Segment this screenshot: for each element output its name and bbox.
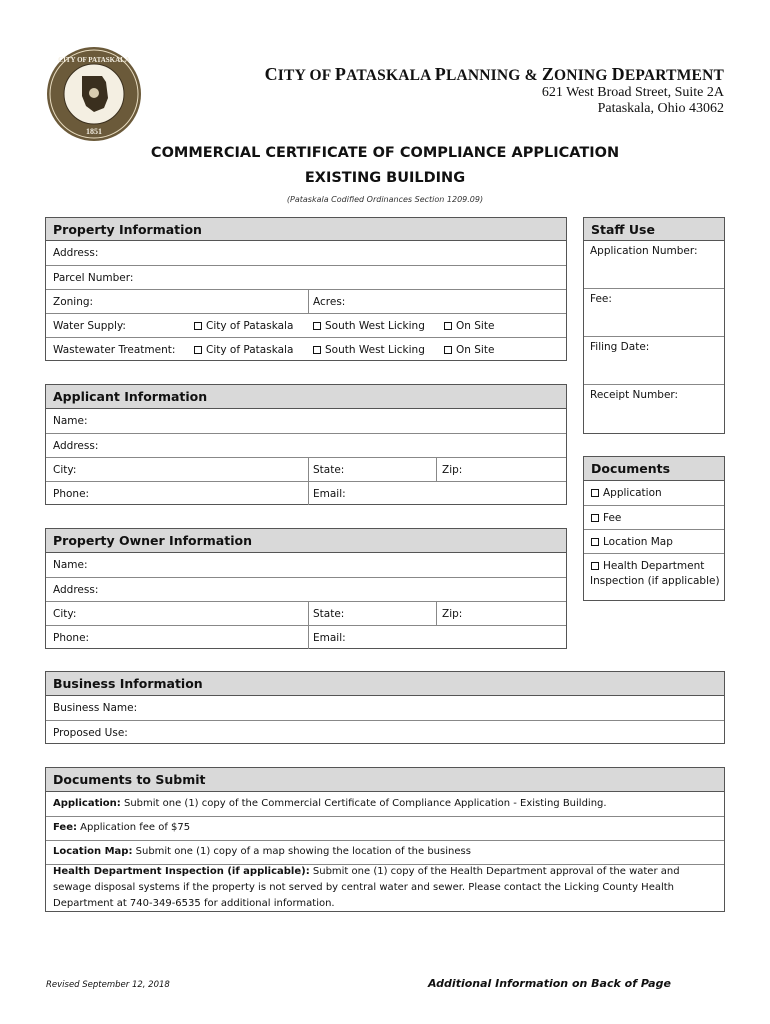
seal-year-text: 1851 bbox=[86, 127, 102, 136]
checkbox[interactable] bbox=[591, 562, 599, 570]
seal-top-text: CITY OF PATASKALA bbox=[58, 56, 130, 64]
applicant-name-label: Name: bbox=[53, 415, 88, 427]
receipt-number-field[interactable] bbox=[584, 384, 724, 434]
water-swl-option[interactable]: South West Licking bbox=[313, 320, 425, 332]
water-city-option[interactable]: City of Pataskala bbox=[194, 320, 293, 332]
fee-field[interactable] bbox=[584, 288, 724, 336]
applicant-information-section bbox=[45, 384, 567, 505]
checkbox[interactable] bbox=[194, 346, 202, 354]
property-heading: Property Information bbox=[46, 218, 566, 241]
back-page-note: Additional Information on Back of Page bbox=[428, 977, 671, 990]
applicant-state-label: State: bbox=[313, 464, 345, 476]
checkbox[interactable] bbox=[591, 538, 599, 546]
water-supply-label: Water Supply: bbox=[53, 320, 126, 332]
applicant-phone-row[interactable] bbox=[46, 481, 566, 505]
owner-heading: Property Owner Information bbox=[46, 529, 566, 553]
submit-heading: Documents to Submit bbox=[46, 768, 724, 792]
business-information-section bbox=[45, 671, 725, 744]
checkbox[interactable] bbox=[591, 489, 599, 497]
applicant-city-label: City: bbox=[53, 464, 77, 476]
proposed-use-row[interactable] bbox=[46, 720, 724, 744]
doc-application-item[interactable]: Application bbox=[584, 481, 724, 505]
applicant-email-label: Email: bbox=[313, 488, 346, 500]
property-address-label: Address: bbox=[53, 247, 99, 259]
city-seal bbox=[46, 46, 142, 142]
business-name-label: Business Name: bbox=[53, 702, 138, 714]
checkbox[interactable] bbox=[444, 346, 452, 354]
documents-to-submit-section bbox=[45, 767, 725, 912]
owner-address-label: Address: bbox=[53, 584, 99, 596]
checkbox[interactable] bbox=[444, 322, 452, 330]
applicant-city-row[interactable] bbox=[46, 457, 566, 481]
doc-health-item[interactable]: Health Department Inspection (if applicable) bbox=[584, 553, 724, 601]
wastewater-onsite-option[interactable]: On Site bbox=[444, 344, 494, 356]
receipt-number-label: Receipt Number: bbox=[590, 389, 679, 401]
wastewater-city-option[interactable]: City of Pataskala bbox=[194, 344, 293, 356]
water-supply-row bbox=[46, 313, 566, 337]
applicant-address-label: Address: bbox=[53, 440, 99, 452]
submit-health-text: Health Department Inspection (if applicable): Submit one (1) copy of the Health Department approval of the water and sewage disposal systems if the property is not served by central water and sewer. Please contact the Licking County Health Department at 740-349-6535 for additional information. bbox=[53, 866, 680, 909]
zoning-row[interactable] bbox=[46, 289, 566, 313]
wastewater-swl-option[interactable]: South West Licking bbox=[313, 344, 425, 356]
application-number-label: Application Number: bbox=[590, 245, 698, 257]
property-information-section bbox=[45, 217, 567, 361]
department-address-line1: 621 West Broad Street, Suite 2A bbox=[541, 85, 724, 100]
filing-date-label: Filing Date: bbox=[590, 341, 650, 353]
department-name: CITY OF PATASKALA PLANNING & ZONING DEPARTMENT bbox=[264, 64, 724, 84]
owner-name-label: Name: bbox=[53, 559, 88, 571]
checkbox[interactable] bbox=[591, 514, 599, 522]
owner-phone-row[interactable] bbox=[46, 625, 566, 649]
zoning-label: Zoning: bbox=[53, 296, 94, 308]
ordinance-note: (Pataskala Codified Ordinances Section 1209.09) bbox=[286, 195, 484, 204]
applicant-zip-label: Zip: bbox=[442, 464, 463, 476]
checkbox[interactable] bbox=[194, 322, 202, 330]
applicant-phone-label: Phone: bbox=[53, 488, 90, 500]
acres-label: Acres: bbox=[313, 296, 346, 308]
owner-state-label: State: bbox=[313, 608, 345, 620]
revised-date: Revised September 12, 2018 bbox=[46, 980, 170, 990]
filing-date-field[interactable] bbox=[584, 336, 724, 384]
owner-zip-label: Zip: bbox=[442, 608, 463, 620]
applicant-address-row[interactable] bbox=[46, 433, 566, 457]
doc-location-map-item[interactable]: Location Map bbox=[584, 529, 724, 553]
water-onsite-option[interactable]: On Site bbox=[444, 320, 494, 332]
fee-label: Fee: bbox=[590, 293, 612, 305]
parcel-number-label: Parcel Number: bbox=[53, 272, 134, 284]
applicant-heading: Applicant Information bbox=[46, 385, 566, 409]
form-title-line1: COMMERCIAL CERTIFICATE OF COMPLIANCE APPLICATION bbox=[150, 145, 620, 161]
submit-map-text: Location Map: Submit one (1) copy of a map showing the location of the business bbox=[53, 846, 471, 857]
department-address-line2: Pataskala, Ohio 43062 bbox=[597, 101, 724, 116]
submit-fee-text: Fee: Application fee of $75 bbox=[53, 822, 191, 833]
checkbox[interactable] bbox=[313, 346, 321, 354]
owner-address-row[interactable] bbox=[46, 577, 566, 601]
owner-city-row[interactable] bbox=[46, 601, 566, 625]
checkbox[interactable] bbox=[313, 322, 321, 330]
wastewater-label: Wastewater Treatment: bbox=[53, 344, 176, 356]
documents-heading: Documents bbox=[584, 457, 724, 481]
owner-information-section bbox=[45, 528, 567, 649]
parcel-row[interactable] bbox=[46, 265, 566, 289]
submit-application-text: Application: Submit one (1) copy of the Commercial Certificate of Compliance Application - Existing Building. bbox=[53, 798, 607, 809]
wastewater-row bbox=[46, 337, 566, 361]
owner-email-label: Email: bbox=[313, 632, 346, 644]
owner-phone-label: Phone: bbox=[53, 632, 90, 644]
documents-checklist bbox=[583, 456, 725, 601]
staff-heading: Staff Use bbox=[584, 218, 724, 241]
form-title-line2: EXISTING BUILDING bbox=[304, 170, 466, 186]
business-heading: Business Information bbox=[46, 672, 724, 696]
staff-use-section bbox=[583, 217, 725, 434]
doc-fee-item[interactable]: Fee bbox=[584, 505, 724, 529]
proposed-use-label: Proposed Use: bbox=[53, 727, 128, 739]
owner-city-label: City: bbox=[53, 608, 77, 620]
